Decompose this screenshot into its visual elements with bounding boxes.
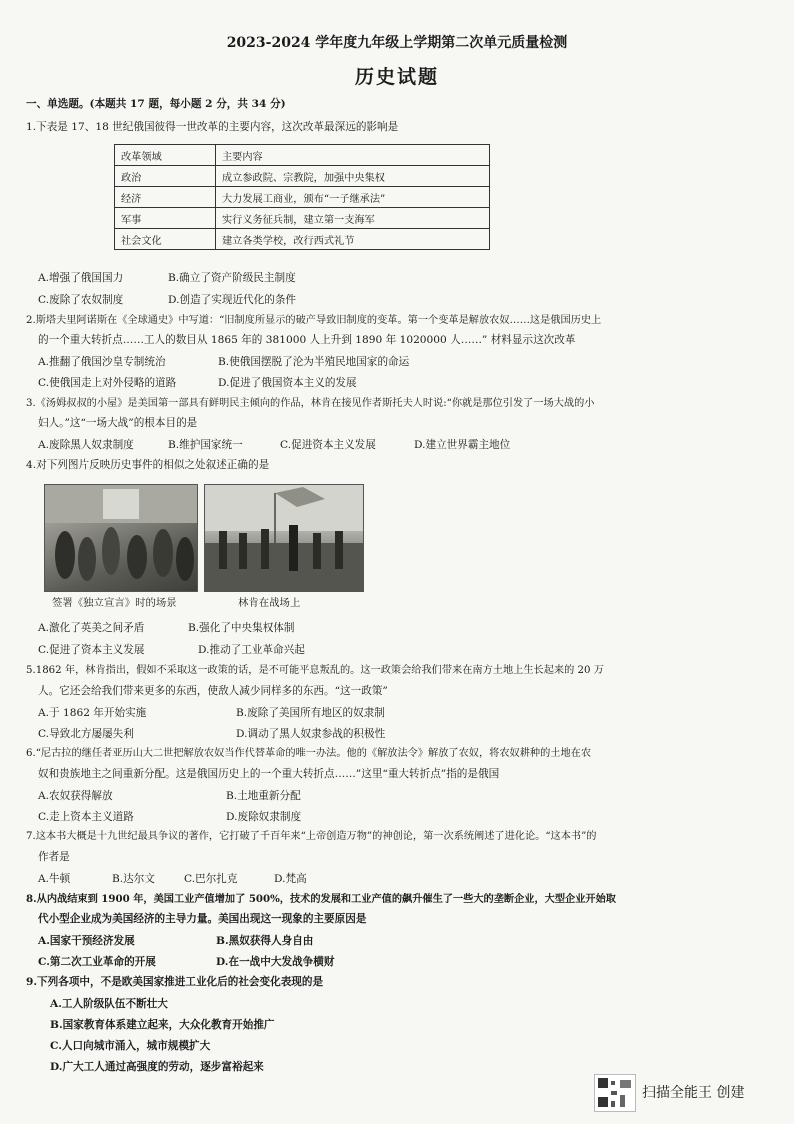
q8-stem-line2: 代小型企业成为美国经济的主导力量。美国出现这一现象的主要原因是 <box>38 913 367 925</box>
section-heading: 一、单选题。(本题共 17 题，每小题 2 分，共 34 分) <box>26 98 286 110</box>
q5-option-b[interactable]: B.废除了美国所有地区的奴隶制 <box>236 707 385 719</box>
table-row <box>115 187 490 208</box>
table-cell: 建立各类学校，改行西式礼节 <box>216 229 490 250</box>
q8-stem-line1: 8.从内战结束到 1900 年，美国工业产值增加了 500%，技术的发展和工业产值的飙升催生了一些大的垄断企业，大型企业开始取 <box>26 893 616 905</box>
q7-stem-line2: 作者是 <box>38 851 70 863</box>
q9-stem: 9.下列各项中，不是欧美国家推进工业化后的社会变化表现的是 <box>26 976 324 988</box>
table-cell: 大力发展工商业，颁布“一子继承法” <box>216 187 490 208</box>
q4-stem: 4.对下列图片反映历史事件的相似之处叙述正确的是 <box>26 459 270 471</box>
q2-option-d[interactable]: D.促进了俄国资本主义的发展 <box>218 377 357 389</box>
q1-option-d[interactable]: D.创造了实现近代化的条件 <box>168 294 297 306</box>
qr-block <box>620 1080 631 1088</box>
table-header-cell: 改革领域 <box>115 145 216 166</box>
q9-option-b[interactable]: B.国家教育体系建立起来，大众化教育开始推广 <box>50 1019 275 1031</box>
q6-option-a[interactable]: A.农奴获得解放 <box>38 790 113 802</box>
photo-figure <box>239 533 247 569</box>
q2-stem-line1: 2.斯塔夫里阿诺斯在《全球通史》中写道：“旧制度所显示的破产导致旧制度的变革。第一个变革是解放农奴……这是俄国历史上 <box>26 315 602 326</box>
qr-code-drawing <box>595 1075 635 1111</box>
photo-figure <box>261 529 269 569</box>
table-row <box>115 145 490 166</box>
photo-figure <box>176 537 194 581</box>
declaration-signing-photo <box>44 484 198 592</box>
qr-block <box>611 1081 615 1085</box>
table-row <box>115 229 490 250</box>
q5-stem-line1: 5.1862 年，林肯指出，假如不采取这一政策的话，是不可能平息叛乱的。这一政策会给我们带来在南方土地上生长起来的 20 万 <box>26 665 604 676</box>
q4-option-b[interactable]: B.强化了中央集权体制 <box>188 622 295 634</box>
q2-option-a[interactable]: A.推翻了俄国沙皇专制统治 <box>38 356 166 368</box>
exam-title: 2023-2024 学年度九年级上学期第二次单元质量检测 <box>226 35 568 51</box>
q7-stem-line1: 7.这本书大概是十九世纪最具争议的著作，它打破了千百年来“上帝创造万物”的神创论，第一次系统阐述了进化论。“这本书”的 <box>26 831 597 842</box>
reform-table <box>114 144 490 250</box>
photo-figure <box>127 535 147 579</box>
lincoln-battlefield-photo <box>204 484 364 592</box>
q9-option-c[interactable]: C.人口向城市涌入，城市规模扩大 <box>50 1040 211 1052</box>
q7-option-d[interactable]: D.梵高 <box>274 873 307 885</box>
declaration-signing-photo-drawing <box>45 485 197 591</box>
q2-option-b[interactable]: B.使俄国摆脱了沦为半殖民地国家的命运 <box>218 356 410 368</box>
q2-stem-line2: 的一个重大转折点……工人的数目从 1865 年的 381000 人上升到 1890 年 1020000 人……” 材料显示这次改革 <box>38 334 576 346</box>
photo-figure <box>313 533 321 569</box>
q8-option-d[interactable]: D.在一战中大发战争横财 <box>216 956 335 968</box>
q1-stem: 1.下表是 17、18 世纪俄国彼得一世改革的主要内容，这次改革最深远的影响是 <box>26 121 399 133</box>
q3-stem-line1: 3.《汤姆叔叔的小屋》是美国第一部具有鲜明民主倾向的作品，林肯在接见作者斯托夫人时说:“你就是那位引发了一场大战的小 <box>26 398 595 409</box>
qr-block <box>598 1097 608 1107</box>
qr-block <box>620 1095 625 1107</box>
qr-block <box>611 1101 615 1107</box>
q4-option-a[interactable]: A.激化了英美之间矛盾 <box>38 622 145 634</box>
photo-figure <box>102 527 120 575</box>
photo-figure <box>78 537 96 581</box>
qr-block <box>598 1078 608 1088</box>
table-row <box>115 166 490 187</box>
photo-caption-2: 林肯在战场上 <box>238 597 301 609</box>
table-cell: 社会文化 <box>115 229 216 250</box>
q5-option-c[interactable]: C.导致北方屡屡失利 <box>38 728 134 740</box>
photo-caption-1: 签署《独立宣言》时的场景 <box>52 597 177 609</box>
photo-window <box>103 489 139 519</box>
q6-stem-line2: 奴和贵族地主之间重新分配。这是俄国历史上的一个重大转折点……”这里“重大转折点”指的是俄国 <box>38 768 500 780</box>
q5-option-d[interactable]: D.调动了黑人奴隶参战的积极性 <box>236 728 386 740</box>
table-row <box>115 208 490 229</box>
q9-option-a[interactable]: A.工人阶级队伍不断壮大 <box>50 998 168 1010</box>
table-cell: 经济 <box>115 187 216 208</box>
q1-option-b[interactable]: B.确立了资产阶级民主制度 <box>168 272 296 284</box>
q1-option-c[interactable]: C.废除了农奴制度 <box>38 294 124 306</box>
photo-figure <box>335 531 343 569</box>
table-cell: 政治 <box>115 166 216 187</box>
q3-stem-line2: 妇人。”这“一场大战”的根本目的是 <box>38 417 198 429</box>
photo-figure <box>289 525 298 571</box>
table-cell: 成立参政院、宗教院，加强中央集权 <box>216 166 490 187</box>
q1-option-a[interactable]: A.增强了俄国国力 <box>38 272 124 284</box>
lincoln-battlefield-photo-drawing <box>205 485 363 591</box>
q3-option-a[interactable]: A.废除黑人奴隶制度 <box>38 439 134 451</box>
q6-option-b[interactable]: B.土地重新分配 <box>226 790 301 802</box>
q6-option-c[interactable]: C.走上资本主义道路 <box>38 811 134 823</box>
table-header-cell: 主要内容 <box>216 145 490 166</box>
q6-stem-line1: 6.“尼古拉的继任者亚历山大二世把解放农奴当作代替革命的唯一办法。他的《解放法令》解放了农奴，将农奴耕种的土地在农 <box>26 748 592 759</box>
q8-option-c[interactable]: C.第二次工业革命的开展 <box>38 956 156 968</box>
qr-code-icon <box>594 1074 636 1112</box>
table-cell: 实行义务征兵制，建立第一支海军 <box>216 208 490 229</box>
q4-option-c[interactable]: C.促进了资本主义发展 <box>38 644 145 656</box>
qr-block <box>611 1091 617 1095</box>
table-cell: 军事 <box>115 208 216 229</box>
q3-option-c[interactable]: C.促进资本主义发展 <box>280 439 376 451</box>
q5-stem-line2: 人。它还会给我们带来更多的东西，使敌人减少同样多的东西。“这一政策” <box>38 685 388 697</box>
q8-option-a[interactable]: A.国家干预经济发展 <box>38 935 135 947</box>
q7-option-a[interactable]: A.牛顿 <box>38 873 71 885</box>
q9-option-d[interactable]: D.广大工人通过高强度的劳动，逐步富裕起来 <box>50 1061 264 1073</box>
q4-option-d[interactable]: D.推动了工业革命兴起 <box>198 644 305 656</box>
q3-option-d[interactable]: D.建立世界霸主地位 <box>414 439 511 451</box>
q7-option-b[interactable]: B.达尔文 <box>112 873 155 885</box>
scanner-watermark: 扫描全能王 创建 <box>642 1085 745 1101</box>
photo-figure <box>55 531 75 579</box>
q2-option-c[interactable]: C.使俄国走上对外侵略的道路 <box>38 377 177 389</box>
photo-figure <box>219 531 227 569</box>
exam-subtitle: 历史试题 <box>354 66 439 88</box>
q5-option-a[interactable]: A.于 1862 年开始实施 <box>38 707 147 719</box>
q7-option-c[interactable]: C.巴尔扎克 <box>184 873 238 885</box>
q6-option-d[interactable]: D.废除奴隶制度 <box>226 811 302 823</box>
photo-figure <box>153 529 173 577</box>
q8-option-b[interactable]: B.黑奴获得人身自由 <box>216 935 314 947</box>
q3-option-b[interactable]: B.维护国家统一 <box>168 439 243 451</box>
